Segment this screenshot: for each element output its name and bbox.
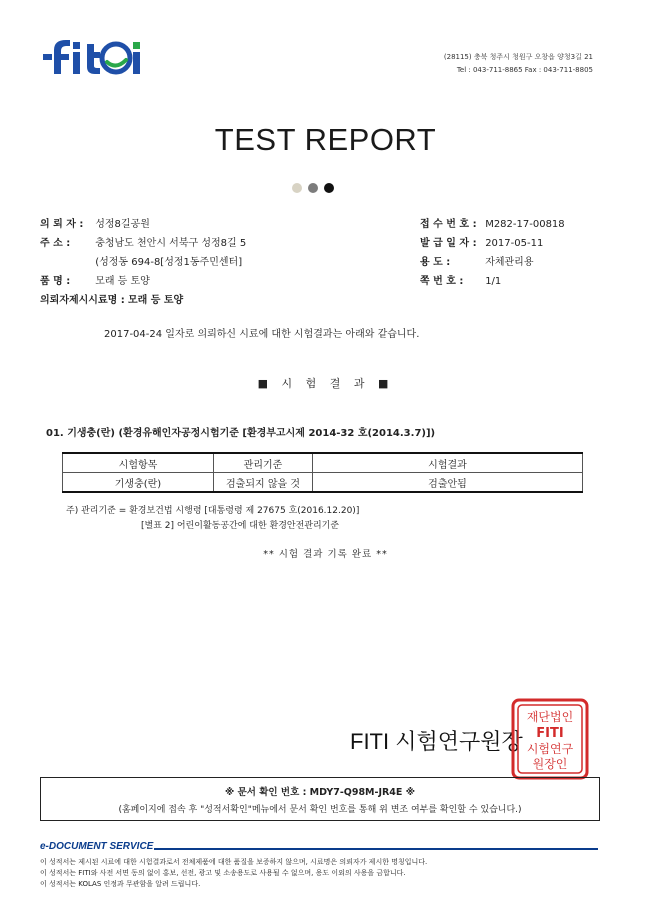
use-value: 자체관리용 [485,257,534,268]
address-value-2: (성정동 694-8[성정1동주민센터] [95,257,243,268]
address-value: 충청남도 천안시 서북구 성정8길 5 [95,238,247,249]
report-title: TEST REPORT [214,122,437,157]
seal-line-4: 원장인 [532,757,568,771]
product-value: 모래 등 토양 [95,276,150,287]
document-verification-box [40,777,600,821]
test-item-title: 01. 기생충(란) (환경유해인자공정시험기준 [환경부고시제 2014-32 호(2014.3.7)]) [46,428,436,439]
official-seal [510,697,590,781]
section-title: ■ 시 험 결 과 ■ [257,377,394,390]
table-row [63,473,583,493]
table-header-row [63,453,583,473]
doc-number: ※ 문서 확인 번호 : MDY7-Q98M-JR4E ※ [225,787,415,798]
footer-note: 이 성적서는 제시된 시료에 대한 시험결과로서 전체제품에 대한 품질을 보증하지 않으며, 시료명은 의뢰자가 제시한 명칭입니다. [40,858,428,866]
sample-label: 의뢰자제시시료명 : [40,295,125,306]
client-info [40,216,246,311]
footer-note: 이 성적서는 FITI와 사전 서면 동의 없이 홍보, 선전, 광고 및 소송용도로 사용될 수 없으며, 용도 이외의 사용을 금합니다. [40,869,406,877]
signature-name: FITI 시험연구원장 [350,729,523,754]
results-table [62,452,583,493]
sample-value: 모래 등 토양 [127,295,184,306]
issue-date-label: 발 급 일 자 : [420,238,477,249]
contact-line: Tel : 043-711-8865 Fax : 043-711-8805 [456,66,593,74]
use-label: 용 도 : [420,257,451,268]
col-header-item: 시험항목 [63,453,214,473]
dot-light [292,183,302,193]
col-header-result: 시험결과 [313,453,583,473]
requester-label: 의 뢰 자 : [40,219,84,230]
product-label: 품 명 : [40,276,71,287]
fiti-logo [40,36,144,76]
page-label: 쪽 번 호 : [420,276,464,287]
col-header-standard: 관리기준 [214,453,313,473]
end-marker: ** 시험 결과 기록 완료 ** [263,549,388,560]
footer-notes [40,857,427,890]
dot-dark [324,183,334,193]
decorative-dots [292,178,340,197]
footer-note: 이 성적서는 KOLAS 인정과 무관함을 알려 드립니다. [40,880,201,888]
dot-mid [308,183,318,193]
page-value: 1/1 [485,276,502,287]
seal-line-3: 시험연구 [526,742,574,756]
doc-instruction: (홈페이지에 접속 후 "성적서확인"메뉴에서 문서 확인 번호를 통해 위 변조 여부를 확인할 수 있습니다.) [118,805,522,815]
issue-date-value: 2017-05-11 [485,238,544,249]
address-line: (28115) 충북 청주시 청원구 오창읍 양청3길 21 [443,53,593,61]
receipt-no-label: 접 수 번 호 : [420,219,477,230]
seal-line-2: FITI [536,726,564,741]
cell-standard: 검출되지 않을 것 [214,473,313,493]
intro-text: 2017-04-24 일자로 의뢰하신 시료에 대한 시험결과는 아래와 같습니다. [104,329,420,340]
note-line-2: [별표 2] 어린이활동공간에 대한 환경안전관리기준 [141,521,340,531]
header-address [444,51,593,77]
receipt-info [420,216,565,292]
edocument-title: e-DOCUMENT SERVICE [40,841,154,852]
seal-line-1: 재단법인 [526,710,574,724]
address-label: 주 소 : [40,238,71,249]
cell-item: 기생충(란) [63,473,214,493]
requester-value: 성정8길공원 [95,219,150,230]
note-line-1: 주) 관리기준 = 환경보건법 시행령 [대통령령 제 27675 호(2016.12.20)] [66,506,360,516]
receipt-no-value: M282-17-00818 [485,219,565,230]
edocument-divider [154,848,598,850]
cell-result: 검출안됨 [313,473,583,493]
